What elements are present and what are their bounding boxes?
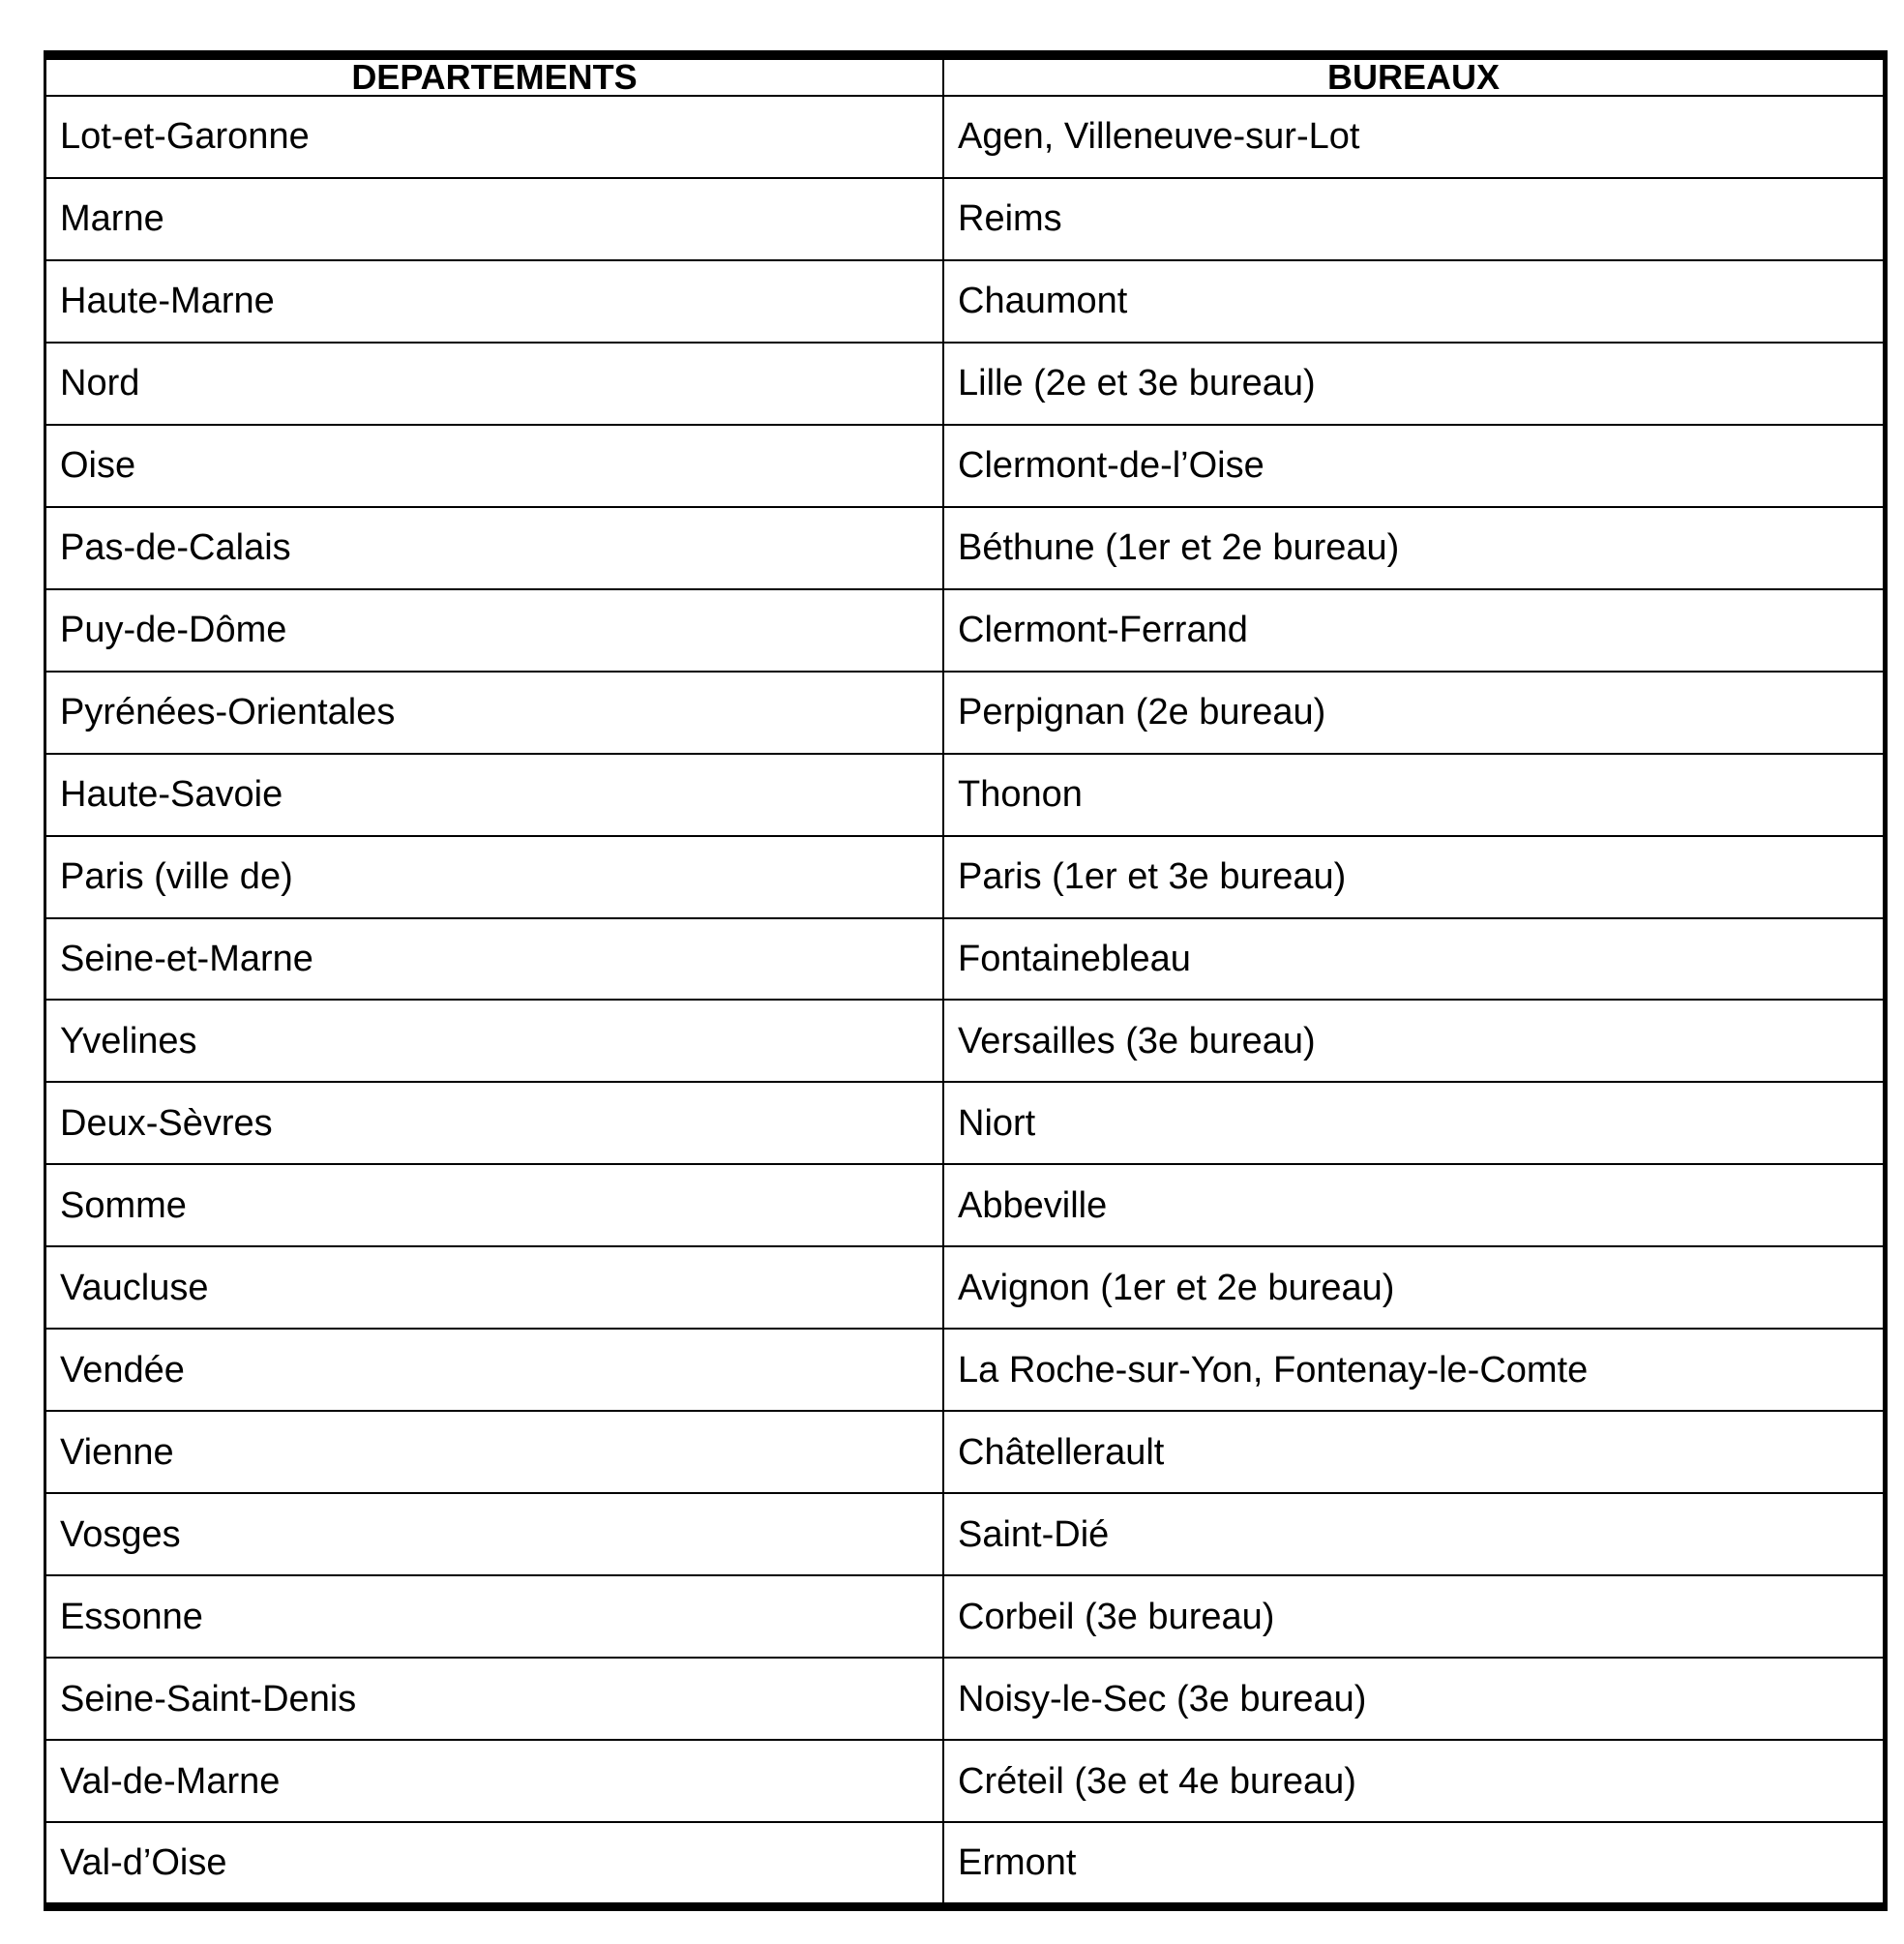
bureau-cell: Corbeil (3e bureau): [943, 1575, 1883, 1658]
departement-cell: Seine-et-Marne: [46, 918, 943, 1001]
departement-cell: Puy-de-Dôme: [46, 589, 943, 672]
departement-cell: Oise: [46, 425, 943, 507]
departement-cell: Val-de-Marne: [46, 1740, 943, 1822]
table-row: [46, 754, 1883, 836]
bureau-cell: Agen, Villeneuve-sur-Lot: [943, 96, 1883, 178]
departement-cell: Vaucluse: [46, 1246, 943, 1329]
departement-cell: Haute-Savoie: [46, 754, 943, 836]
departement-cell: Paris (ville de): [46, 836, 943, 918]
table-row: [46, 96, 1883, 178]
departement-cell: Deux-Sèvres: [46, 1082, 943, 1164]
table-row: [46, 1822, 1883, 1902]
table-row: [46, 836, 1883, 918]
bureau-cell: La Roche-sur-Yon, Fontenay-le-Comte: [943, 1329, 1883, 1411]
departement-cell: Somme: [46, 1164, 943, 1246]
departement-cell: Marne: [46, 178, 943, 260]
departement-cell: Val-d’Oise: [46, 1822, 943, 1902]
table-row: [46, 672, 1883, 754]
table-row: [46, 1329, 1883, 1411]
table-row: [46, 425, 1883, 507]
table-row: [46, 1082, 1883, 1164]
bureau-cell: Ermont: [943, 1822, 1883, 1902]
table-row: [46, 1575, 1883, 1658]
table-row: [46, 178, 1883, 260]
table-row: [46, 1164, 1883, 1246]
bureau-cell: Fontainebleau: [943, 918, 1883, 1001]
departement-cell: Yvelines: [46, 1000, 943, 1082]
table-row: [46, 918, 1883, 1001]
table-row: [46, 1411, 1883, 1493]
table-row: [46, 1658, 1883, 1740]
table-body: [46, 96, 1883, 1902]
table-row: [46, 343, 1883, 425]
bureau-cell: Béthune (1er et 2e bureau): [943, 507, 1883, 589]
table-row: [46, 260, 1883, 343]
bureau-cell: Versailles (3e bureau): [943, 1000, 1883, 1082]
departement-cell: Lot-et-Garonne: [46, 96, 943, 178]
bureau-cell: Paris (1er et 3e bureau): [943, 836, 1883, 918]
bureau-cell: Niort: [943, 1082, 1883, 1164]
bureau-cell: Clermont-Ferrand: [943, 589, 1883, 672]
departement-cell: Seine-Saint-Denis: [46, 1658, 943, 1740]
table-row: [46, 1000, 1883, 1082]
bureau-cell: Créteil (3e et 4e bureau): [943, 1740, 1883, 1822]
departement-cell: Vienne: [46, 1411, 943, 1493]
departement-cell: Pas-de-Calais: [46, 507, 943, 589]
departements-bureaux-table: [46, 60, 1883, 1902]
header-departements: DEPARTEMENTS: [46, 60, 943, 96]
departement-cell: Essonne: [46, 1575, 943, 1658]
departements-bureaux-table-frame: [44, 50, 1888, 1911]
bureau-cell: Lille (2e et 3e bureau): [943, 343, 1883, 425]
table-row: [46, 1246, 1883, 1329]
table-row: [46, 1740, 1883, 1822]
table-row: [46, 507, 1883, 589]
bureau-cell: Thonon: [943, 754, 1883, 836]
header-bureaux: BUREAUX: [943, 60, 1883, 96]
departement-cell: Haute-Marne: [46, 260, 943, 343]
bureau-cell: Avignon (1er et 2e bureau): [943, 1246, 1883, 1329]
bureau-cell: Saint-Dié: [943, 1493, 1883, 1575]
bureau-cell: Perpignan (2e bureau): [943, 672, 1883, 754]
bureau-cell: Abbeville: [943, 1164, 1883, 1246]
table-row: [46, 1493, 1883, 1575]
departement-cell: Vendée: [46, 1329, 943, 1411]
departement-cell: Pyrénées-Orientales: [46, 672, 943, 754]
bureau-cell: Reims: [943, 178, 1883, 260]
bureau-cell: Châtellerault: [943, 1411, 1883, 1493]
bureau-cell: Chaumont: [943, 260, 1883, 343]
departement-cell: Vosges: [46, 1493, 943, 1575]
header-row: [46, 60, 1883, 96]
departement-cell: Nord: [46, 343, 943, 425]
table-row: [46, 589, 1883, 672]
bureau-cell: Noisy-le-Sec (3e bureau): [943, 1658, 1883, 1740]
bureau-cell: Clermont-de-l’Oise: [943, 425, 1883, 507]
